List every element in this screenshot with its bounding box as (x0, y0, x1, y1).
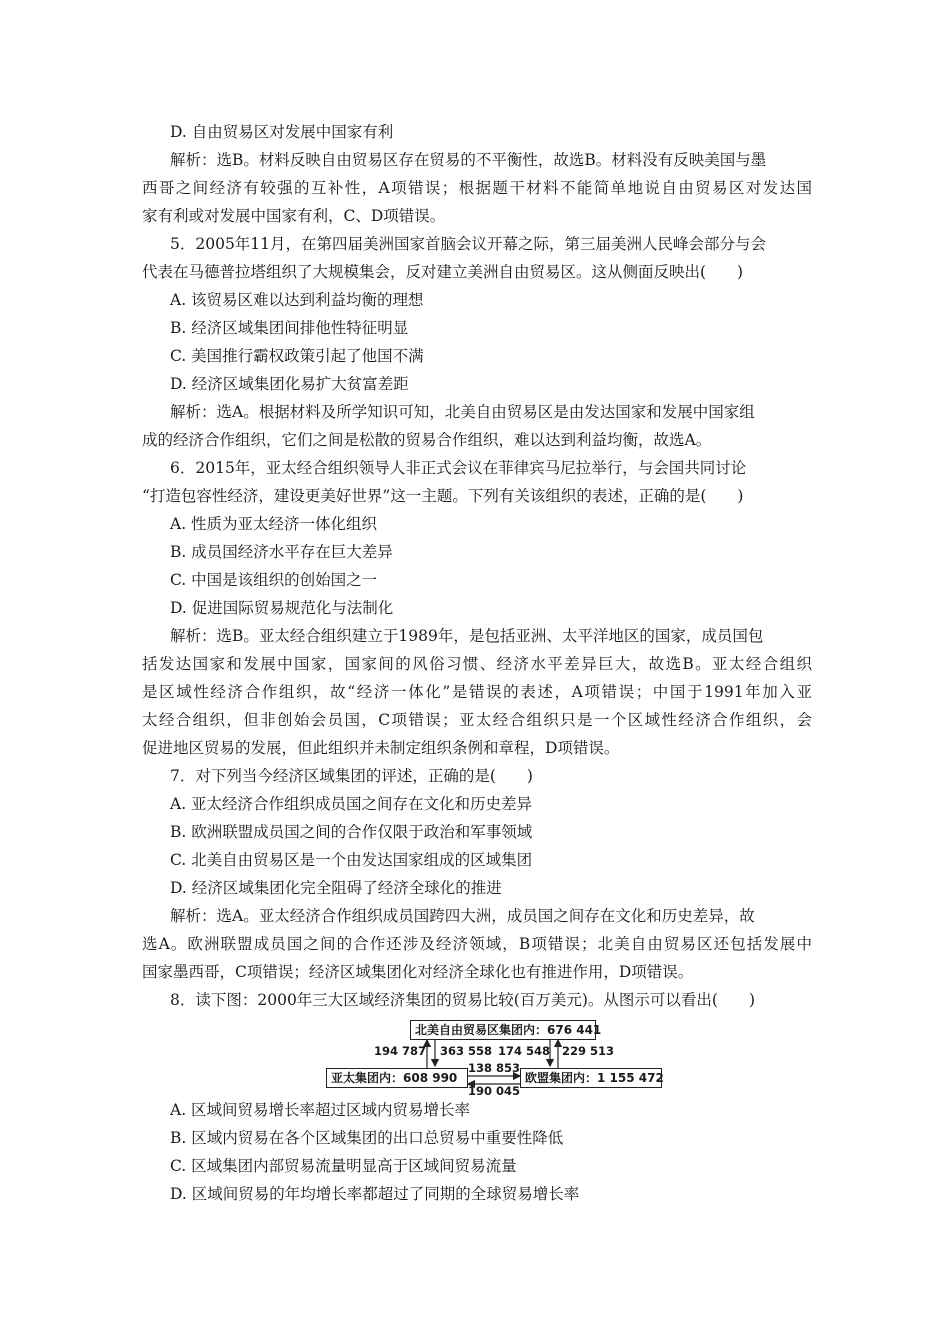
value-eu-to-na: 229 513 (562, 1044, 615, 1058)
text-line: C. 区域集团内部贸易流量明显高于区域间贸易流量 (170, 1157, 517, 1175)
text-line: 解析：选B。材料反映自由贸易区存在贸易的不平衡性，故选B。材料没有反映美国与墨 (170, 151, 767, 169)
text-line: C. 美国推行霸权政策引起了他国不满 (170, 347, 424, 365)
text-line: D. 区域间贸易的年均增长率都超过了同期的全球贸易增长率 (170, 1185, 580, 1203)
value-ap-to-eu: 138 853 (468, 1061, 521, 1075)
value-ap-to-na: 194 787 (374, 1044, 427, 1058)
text-line: B. 欧洲联盟成员国之间的合作仅限于政治和军事领域 (170, 823, 533, 841)
text-line: D. 经济区域集团化完全阻碍了经济全球化的推进 (170, 879, 502, 897)
text-line: 8．读下图：2000年三大区域经济集团的贸易比较(百万美元)。从图示可以看出( ) (170, 991, 755, 1009)
text-line: D. 自由贸易区对发展中国家有利 (170, 123, 394, 141)
text-line: 括发达国家和发展中国家，国家间的风俗习惯、经济水平差异巨大，故选B。亚太经合组织 (142, 655, 812, 673)
ap-box: 亚太集团内：608 990 (326, 1068, 468, 1088)
value-eu-to-ap: 190 045 (468, 1084, 521, 1098)
value-na-to-ap: 363 558 (440, 1044, 493, 1058)
text-line: D. 经济区域集团化易扩大贫富差距 (170, 375, 409, 393)
text-line: A. 性质为亚太经济一体化组织 (170, 515, 378, 533)
text-line: 解析：选B。亚太经合组织建立于1989年，是包括亚洲、太平洋地区的国家，成员国包 (170, 627, 764, 645)
text-line: 国家墨西哥，C项错误；经济区域集团化对经济全球化也有推进作用，D项错误。 (142, 963, 694, 981)
text-line: 促进地区贸易的发展，但此组织并未制定组织条例和章程，D项错误。 (142, 739, 620, 757)
text-line: B. 经济区域集团间排他性特征明显 (170, 319, 409, 337)
text-line: 5．2005年11月，在第四届美洲国家首脑会议开幕之际，第三届美洲人民峰会部分与会 (170, 235, 767, 253)
text-line: 7．对下列当今经济区域集团的评述，正确的是( ) (170, 767, 533, 785)
text-line: 解析：选A。亚太经济合作组织成员国跨四大洲，成员国之间存在文化和历史差异，故 (170, 907, 755, 925)
text-line: A. 亚太经济合作组织成员国之间存在文化和历史差异 (170, 795, 533, 813)
text-line: C. 中国是该组织的创始国之一 (170, 571, 378, 589)
text-line: 选A。欧洲联盟成员国之间的合作还涉及经济领域，B项错误；北美自由贸易区还包括发展中 (142, 935, 812, 953)
text-line: 是区域性经济合作组织，故“经济一体化”是错误的表述，A项错误；中国于1991年加入亚 (142, 683, 812, 701)
text-line: 家有利或对发展中国家有利，C、D项错误。 (142, 207, 446, 225)
text-line: B. 成员国经济水平存在巨大差异 (170, 543, 393, 561)
eu-box: 欧盟集团内：1 155 472 (520, 1068, 662, 1088)
na-box: 北美自由贸易区集团内：676 441 (410, 1020, 596, 1040)
trade-flow-diagram (322, 1018, 666, 1098)
text-line: 代表在马德普拉塔组织了大规模集会，反对建立美洲自由贸易区。这从侧面反映出( ) (142, 263, 744, 281)
text-line: A. 区域间贸易增长率超过区域内贸易增长率 (170, 1101, 471, 1119)
text-line: D. 促进国际贸易规范化与法制化 (170, 599, 394, 617)
text-line: 解析：选A。根据材料及所学知识可知，北美自由贸易区是由发达国家和发展中国家组 (170, 403, 755, 421)
text-line: 成的经济合作组织，它们之间是松散的贸易合作组织，难以达到利益均衡，故选A。 (142, 431, 712, 449)
text-line: A. 该贸易区难以达到利益均衡的理想 (170, 291, 424, 309)
text-line: 太经合组织，但非创始会员国，C项错误；亚太经合组织只是一个区域性经济合作组织，会 (142, 711, 812, 729)
value-na-to-eu: 174 548 (498, 1044, 551, 1058)
text-line: 西哥之间经济有较强的互补性，A项错误；根据题干材料不能简单地说自由贸易区对发达国 (142, 179, 812, 197)
text-line: “打造包容性经济，建设更美好世界”这一主题。下列有关该组织的表述，正确的是( ) (142, 487, 744, 505)
text-line: C. 北美自由贸易区是一个由发达国家组成的区域集团 (170, 851, 533, 869)
text-line: B. 区域内贸易在各个区域集团的出口总贸易中重要性降低 (170, 1129, 564, 1147)
text-line: 6．2015年，亚太经合组织领导人非正式会议在菲律宾马尼拉举行，与会国共同讨论 (170, 459, 747, 477)
